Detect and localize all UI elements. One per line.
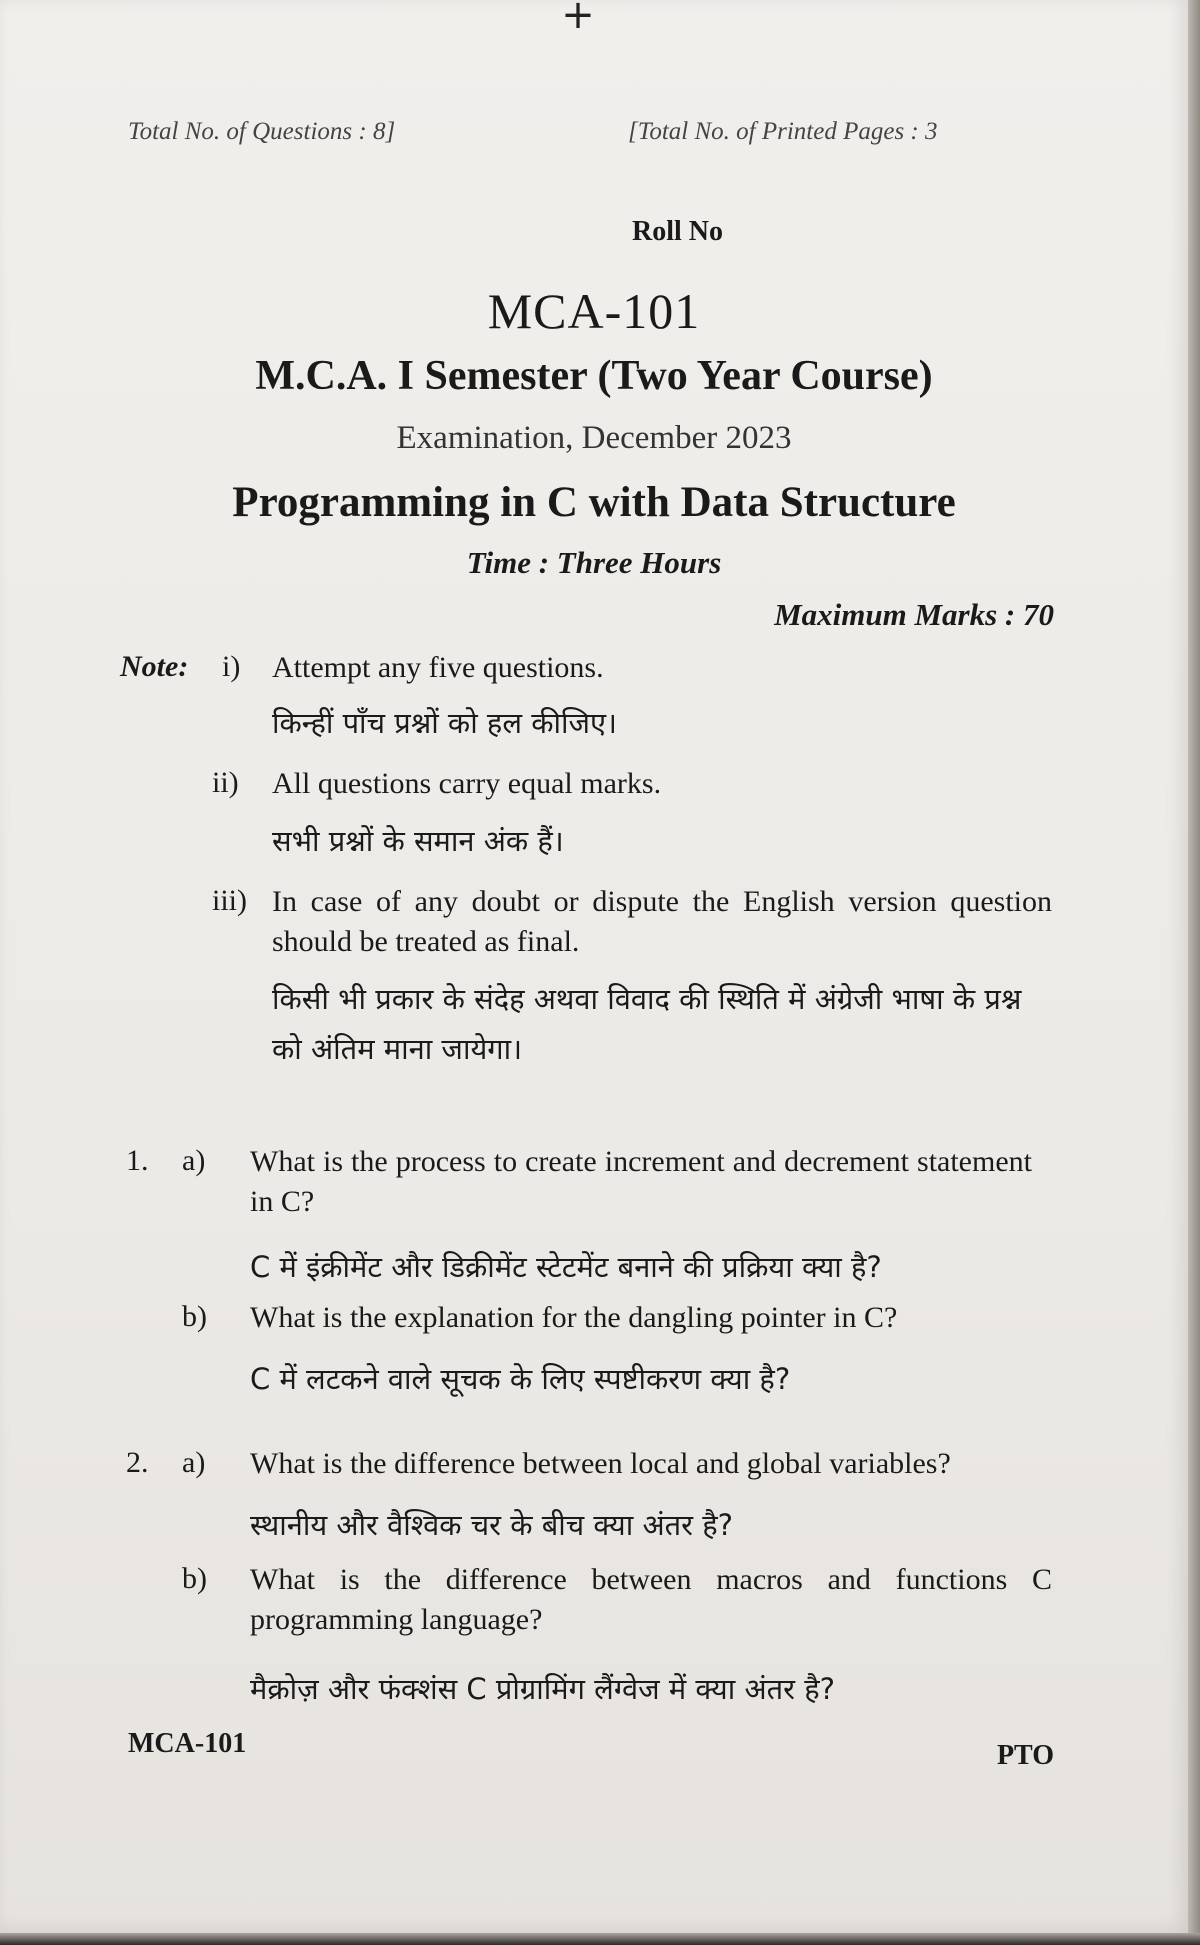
registration-cross-mark: +: [561, 0, 595, 38]
subject-title: Programming in C with Data Structure: [232, 479, 956, 526]
note-item-number: i): [222, 650, 241, 683]
please-turn-over-label: PTO: [996, 1740, 1054, 1771]
question-part-label: a): [182, 1144, 206, 1177]
roll-no-label: Roll No: [632, 216, 723, 247]
footer-paper-code: MCA-101: [128, 1728, 247, 1759]
note-item-english: In case of any doubt or dispute the English version question should be treated as final.: [272, 885, 1052, 958]
question-number: 2.: [126, 1446, 149, 1479]
note-item-hindi: किसी भी प्रकार के संदेह अथवा विवाद की स्थिति में अंग्रेजी भाषा के प्रश्न को अंतिम माना जायेगा।: [272, 982, 1022, 1066]
total-questions-label: Total No. of Questions : 8]: [128, 118, 396, 145]
question-part-label: a): [182, 1446, 206, 1479]
maximum-marks: Maximum Marks : 70: [774, 597, 1054, 632]
paper-code-title: MCA-101: [487, 283, 701, 339]
note-label: Note:: [120, 650, 189, 683]
question-text-hindi: स्थानीय और वैश्विक चर के बीच क्या अंतर है?: [250, 1508, 734, 1542]
paper-edge-shadow: [1188, 0, 1200, 1945]
question-text-hindi: मैक्रोज़ और फंक्शंस C प्रोग्रामिंग लैंग्वेज में क्या अंतर है?: [250, 1672, 836, 1706]
total-pages-label: [Total No. of Printed Pages : 3: [628, 118, 938, 145]
note-item-number: iii): [212, 884, 247, 917]
time-allowed: Time : Three Hours: [466, 545, 722, 580]
question-text-english: What is the difference between macros and functions C programming language?: [250, 1563, 1052, 1636]
question-text-hindi: C में लटकने वाले सूचक के लिए स्पष्टीकरण क्या है?: [250, 1362, 791, 1396]
note-item-english: Attempt any five questions.: [272, 651, 604, 684]
semester-title: M.C.A. I Semester (Two Year Course): [255, 353, 933, 399]
paper-bottom-shadow: [0, 1933, 1200, 1945]
question-text-english: What is the process to create increment and decrement statement in C?: [250, 1145, 1032, 1218]
question-text-english: What is the difference between local and global variables?: [250, 1447, 951, 1480]
question-part-label: b): [182, 1300, 207, 1333]
note-item-hindi: किन्हीं पाँच प्रश्नों को हल कीजिए।: [272, 706, 618, 740]
question-text-english: What is the explanation for the dangling pointer in C?: [250, 1301, 898, 1334]
question-number: 1.: [126, 1144, 149, 1177]
question-part-label: b): [182, 1562, 207, 1595]
note-item-number: ii): [212, 766, 239, 799]
note-item-hindi: सभी प्रश्नों के समान अंक हैं।: [272, 824, 564, 858]
note-item-english: All questions carry equal marks.: [272, 767, 662, 800]
question-text-hindi: C में इंक्रीमेंट और डिक्रीमेंट स्टेटमेंट बनाने की प्रक्रिया क्या है?: [250, 1250, 882, 1284]
examination-date: Examination, December 2023: [396, 420, 792, 456]
